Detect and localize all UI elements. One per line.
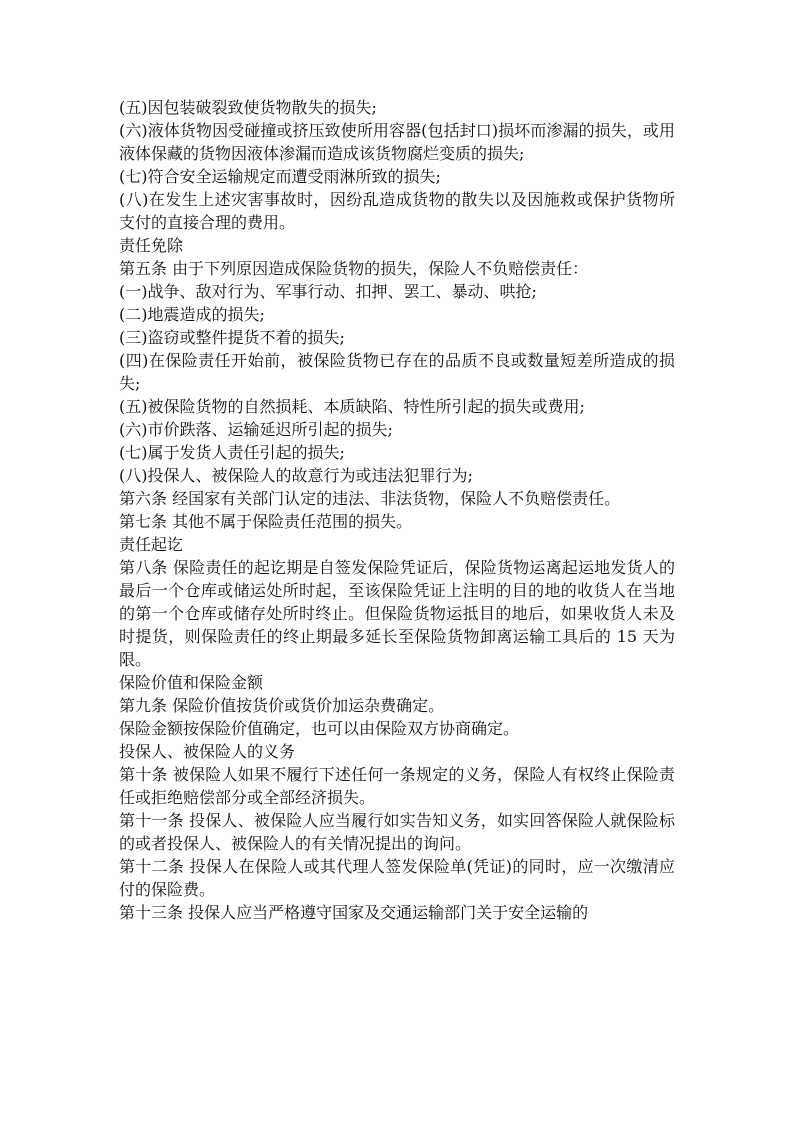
section-heading: 投保人、被保险人的义务: [119, 742, 296, 761]
section-heading: 责任免除: [119, 236, 184, 255]
article-6: 第六条 经国家有关部门认定的违法、非法货物，保险人不负赔偿责任。: [119, 489, 621, 508]
article-8: 第八条 保险责任的起讫期是自签发保险凭证后，保险货物运离起运地发货人的最后一个仓库或储运处所时起，至该保险凭证上注明的目的地的收货人在当地的第一个仓库或储存处所时终止。但保险货物运抵目的地后，如果收货人未及时提货，则保险责任的终止期最多延长至保险货物卸离运输工具后的 15 天为限。: [119, 558, 675, 669]
text-line: (六)液体货物因受碰撞或挤压致使所用容器(包括封口)损坏而渗漏的损失，或用液体保藏的货物因液体渗漏而造成该货物腐烂变质的损失;: [119, 121, 675, 163]
text-line: (五)因包装破裂致使货物散失的损失;: [119, 98, 377, 117]
article-5: 第五条 由于下列原因造成保险货物的损失，保险人不负赔偿责任：: [119, 259, 589, 278]
text-line: (七)属于发货人责任引起的损失;: [119, 443, 345, 462]
text-line: (八)在发生上述灾害事故时，因纷乱造成货物的散失以及因施救或保护货物所支付的直接合理的费用。: [119, 190, 675, 232]
text-line: 保险金额按保险价值确定，也可以由保险双方协商确定。: [119, 719, 520, 738]
text-line: (七)符合安全运输规定而遭受雨淋所致的损失;: [119, 167, 441, 186]
article-11: 第十一条 投保人、被保险人应当履行如实告知义务，如实回答保险人就保险标的或者投保人、被保险人的有关情况提出的询问。: [119, 811, 675, 853]
text-line: (四)在保险责任开始前，被保险货物已存在的品质不良或数量短差所造成的损失;: [119, 351, 675, 393]
article-13: 第十三条 投保人应当严格遵守国家及交通运输部门关于安全运输的: [119, 903, 589, 922]
article-12: 第十二条 投保人在保险人或其代理人签发保险单(凭证)的同时，应一次缴清应付的保险费。: [119, 857, 675, 899]
text-line: (五)被保险货物的自然损耗、本质缺陷、特性所引起的损失或费用;: [119, 397, 585, 416]
text-line: (二)地震造成的损失;: [119, 305, 265, 324]
section-heading: 保险价值和保险金额: [119, 673, 264, 692]
article-7: 第七条 其他不属于保险责任范围的损失。: [119, 512, 413, 531]
article-9: 第九条 保险价值按货价或货价加运杂费确定。: [119, 696, 445, 715]
section-heading: 责任起讫: [119, 535, 184, 554]
text-line: (八)投保人、被保险人的故意行为或违法犯罪行为;: [119, 466, 473, 485]
text-line: (三)盗窃或整件提货不着的损失;: [119, 328, 345, 347]
article-10: 第十条 被保险人如果不履行下述任何一条规定的义务，保险人有权终止保险责任或拒绝赔偿部分或全部经济损失。: [119, 765, 675, 807]
text-line: (一)战争、敌对行为、军事行动、扣押、罢工、暴动、哄抢;: [119, 282, 537, 301]
text-line: (六)市价跌落、运输延迟所引起的损失;: [119, 420, 393, 439]
document-body: [119, 96, 675, 924]
